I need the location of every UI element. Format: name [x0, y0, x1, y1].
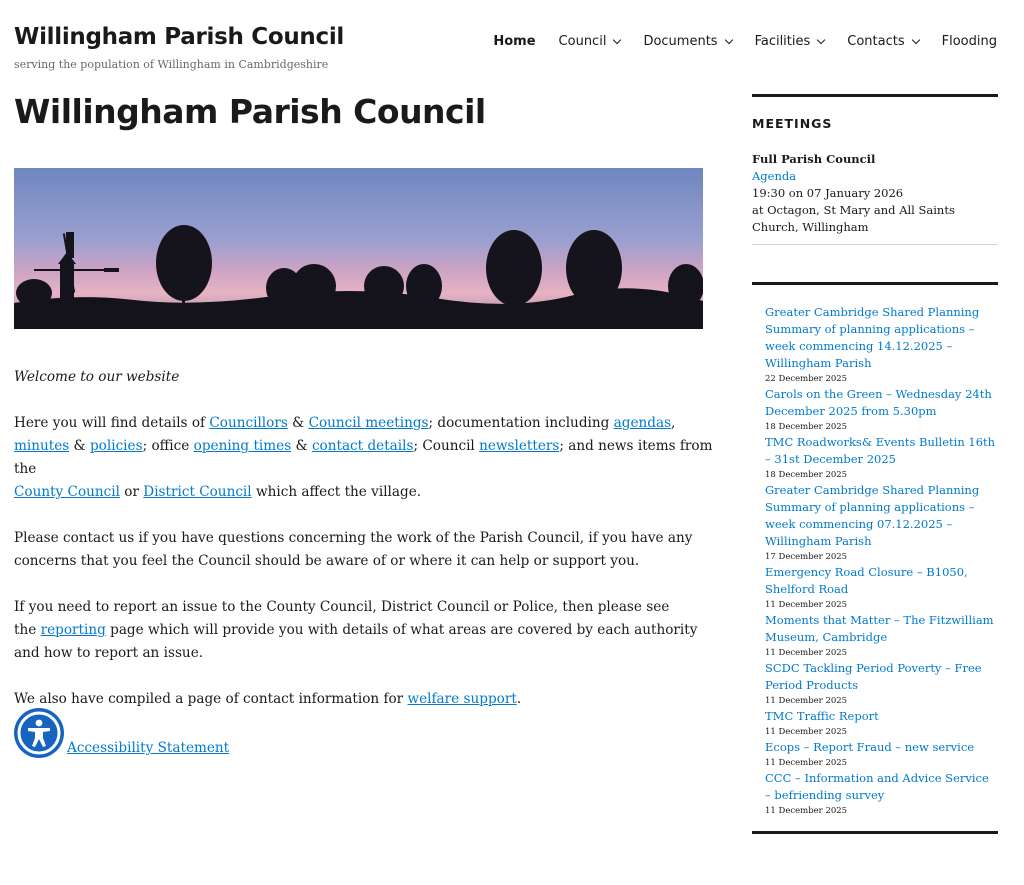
chevron-down-icon [724, 35, 732, 43]
widget-divider [752, 831, 998, 834]
news-date: 11 December 2025 [765, 600, 848, 610]
news-item [765, 564, 998, 612]
news-item [765, 770, 998, 818]
news-link[interactable]: Greater Cambridge Shared Planning Summary of planning applications – week commencing 14.12.2025 – Willingham Parish [765, 305, 980, 370]
text: & [287, 415, 309, 431]
news-date: 18 December 2025 [765, 470, 848, 480]
meeting-name: Full Parish Council [752, 152, 876, 166]
news-date: 11 December 2025 [765, 648, 848, 658]
news-link[interactable]: SCDC Tackling Period Poverty – Free Period Products [765, 661, 982, 692]
text: the [14, 622, 41, 638]
councillors-link[interactable]: Councillors [209, 415, 288, 431]
news-date: 17 December 2025 [765, 552, 848, 562]
accessibility-statement[interactable] [14, 708, 229, 758]
nav-label: Home [493, 34, 536, 49]
text: or [119, 484, 144, 500]
nav-item-documents[interactable] [643, 34, 731, 49]
news-item [765, 612, 998, 660]
text: If you need to report an issue to the County Council, District Council or Police, then please see [14, 599, 670, 615]
meeting-location: at Octagon, St Mary and All Saints Church, Willingham [752, 203, 955, 234]
nav-label: Facilities [754, 34, 811, 49]
contact-paragraph: Please contact us if you have questions concerning the work of the Parish Council, if you have any concerns that you feel the Council should be aware of or where it can help or support you. [14, 530, 693, 569]
news-date: 11 December 2025 [765, 806, 848, 816]
news-date: 18 December 2025 [765, 422, 848, 432]
news-item [765, 304, 998, 386]
policies-link[interactable]: policies [89, 438, 143, 454]
news-list [752, 304, 998, 818]
text: which affect the village. [251, 484, 422, 500]
nav-item-contacts[interactable] [847, 34, 918, 49]
text: & [291, 438, 312, 454]
meetings-title: MEETINGS [752, 116, 833, 131]
agendas-link[interactable]: agendas [613, 415, 672, 431]
news-item [765, 660, 998, 708]
contact-details-link[interactable]: contact details [311, 438, 414, 454]
windmill-sunset-image [14, 168, 703, 329]
news-link[interactable]: TMC Traffic Report [765, 709, 879, 723]
text: , [671, 415, 676, 431]
news-widget [752, 282, 998, 818]
text: ; documentation including [428, 415, 614, 431]
news-date: 11 December 2025 [765, 696, 848, 706]
welfare-support-link[interactable]: welfare support [407, 691, 517, 707]
text: ; and news items from the [14, 438, 713, 477]
news-date: 11 December 2025 [765, 758, 848, 768]
widget-divider [752, 94, 998, 97]
nav-item-flooding[interactable] [942, 34, 997, 49]
opening-times-link[interactable]: opening times [193, 438, 292, 454]
nav-label: Flooding [941, 34, 997, 49]
news-link[interactable]: Greater Cambridge Shared Planning Summary of planning applications – week commencing 07.12.2025 – Willingham Parish [765, 483, 980, 548]
intro-paragraph [14, 412, 714, 504]
text: & [69, 438, 90, 454]
news-item [765, 482, 998, 564]
meeting-time: 19:30 on 07 January 2026 [752, 186, 904, 200]
news-link[interactable]: TMC Roadworks& Events Bulletin 16th – 31st December 2025 [765, 435, 996, 466]
news-item [765, 386, 998, 434]
nav-label: Documents [643, 34, 718, 49]
text: ; Council [413, 438, 480, 454]
sidebar-footer [752, 831, 998, 834]
newsletters-link[interactable]: newsletters [479, 438, 560, 454]
accessibility-icon[interactable] [14, 708, 64, 758]
text: We also have compiled a page of contact information for [14, 691, 408, 707]
county-council-link[interactable]: County Council [14, 484, 120, 500]
news-item [765, 708, 998, 739]
nav-item-council[interactable] [559, 34, 621, 49]
main-nav [470, 34, 997, 49]
site-tagline: serving the population of Willingham in Cambridgeshire [14, 58, 329, 71]
sidebar [752, 94, 998, 245]
accessibility-statement-link[interactable]: Accessibility Statement [67, 740, 230, 756]
nav-item-facilities[interactable] [755, 34, 825, 49]
site-title[interactable]: Willingham Parish Council [14, 24, 344, 50]
widget-divider [752, 282, 998, 285]
news-item [765, 739, 998, 770]
main-content [14, 92, 713, 756]
welcome-heading: Welcome to our website [14, 369, 180, 385]
chevron-down-icon [613, 35, 621, 43]
page-title: Willingham Parish Council [14, 92, 486, 131]
agenda-link[interactable]: Agenda [752, 169, 797, 183]
news-link[interactable]: Emergency Road Closure – B1050, Shelford Road [765, 565, 968, 596]
welcome-text [14, 366, 714, 734]
news-link[interactable]: Moments that Matter – The Fitzwilliam Museum, Cambridge [765, 613, 994, 644]
news-date: 22 December 2025 [765, 374, 848, 384]
text: ; office [142, 438, 194, 454]
nav-item-home[interactable] [493, 34, 535, 49]
district-council-link[interactable]: District Council [143, 484, 252, 500]
news-date: 11 December 2025 [765, 727, 848, 737]
banner-image [14, 168, 703, 329]
chevron-down-icon [911, 35, 919, 43]
news-link[interactable]: Ecops – Report Fraud – new service [765, 740, 975, 754]
text: . [516, 691, 522, 707]
chevron-down-icon [817, 35, 825, 43]
reporting-paragraph [14, 596, 714, 665]
divider [752, 244, 998, 245]
nav-label: Council [558, 34, 607, 49]
reporting-link[interactable]: reporting [40, 622, 106, 638]
news-link[interactable]: CCC – Information and Advice Service – befriending survey [765, 771, 989, 802]
text: page which will provide you with details of what areas are covered by each authority and how to report an issue. [14, 622, 698, 661]
news-item [765, 434, 998, 482]
minutes-link[interactable]: minutes [14, 438, 70, 454]
text: Here you will find details of [14, 415, 210, 431]
meeting-item [752, 151, 998, 245]
news-link[interactable]: Carols on the Green – Wednesday 24th December 2025 from 5.30pm [765, 387, 992, 418]
nav-label: Contacts [847, 34, 905, 49]
council-meetings-link[interactable]: Council meetings [308, 415, 429, 431]
